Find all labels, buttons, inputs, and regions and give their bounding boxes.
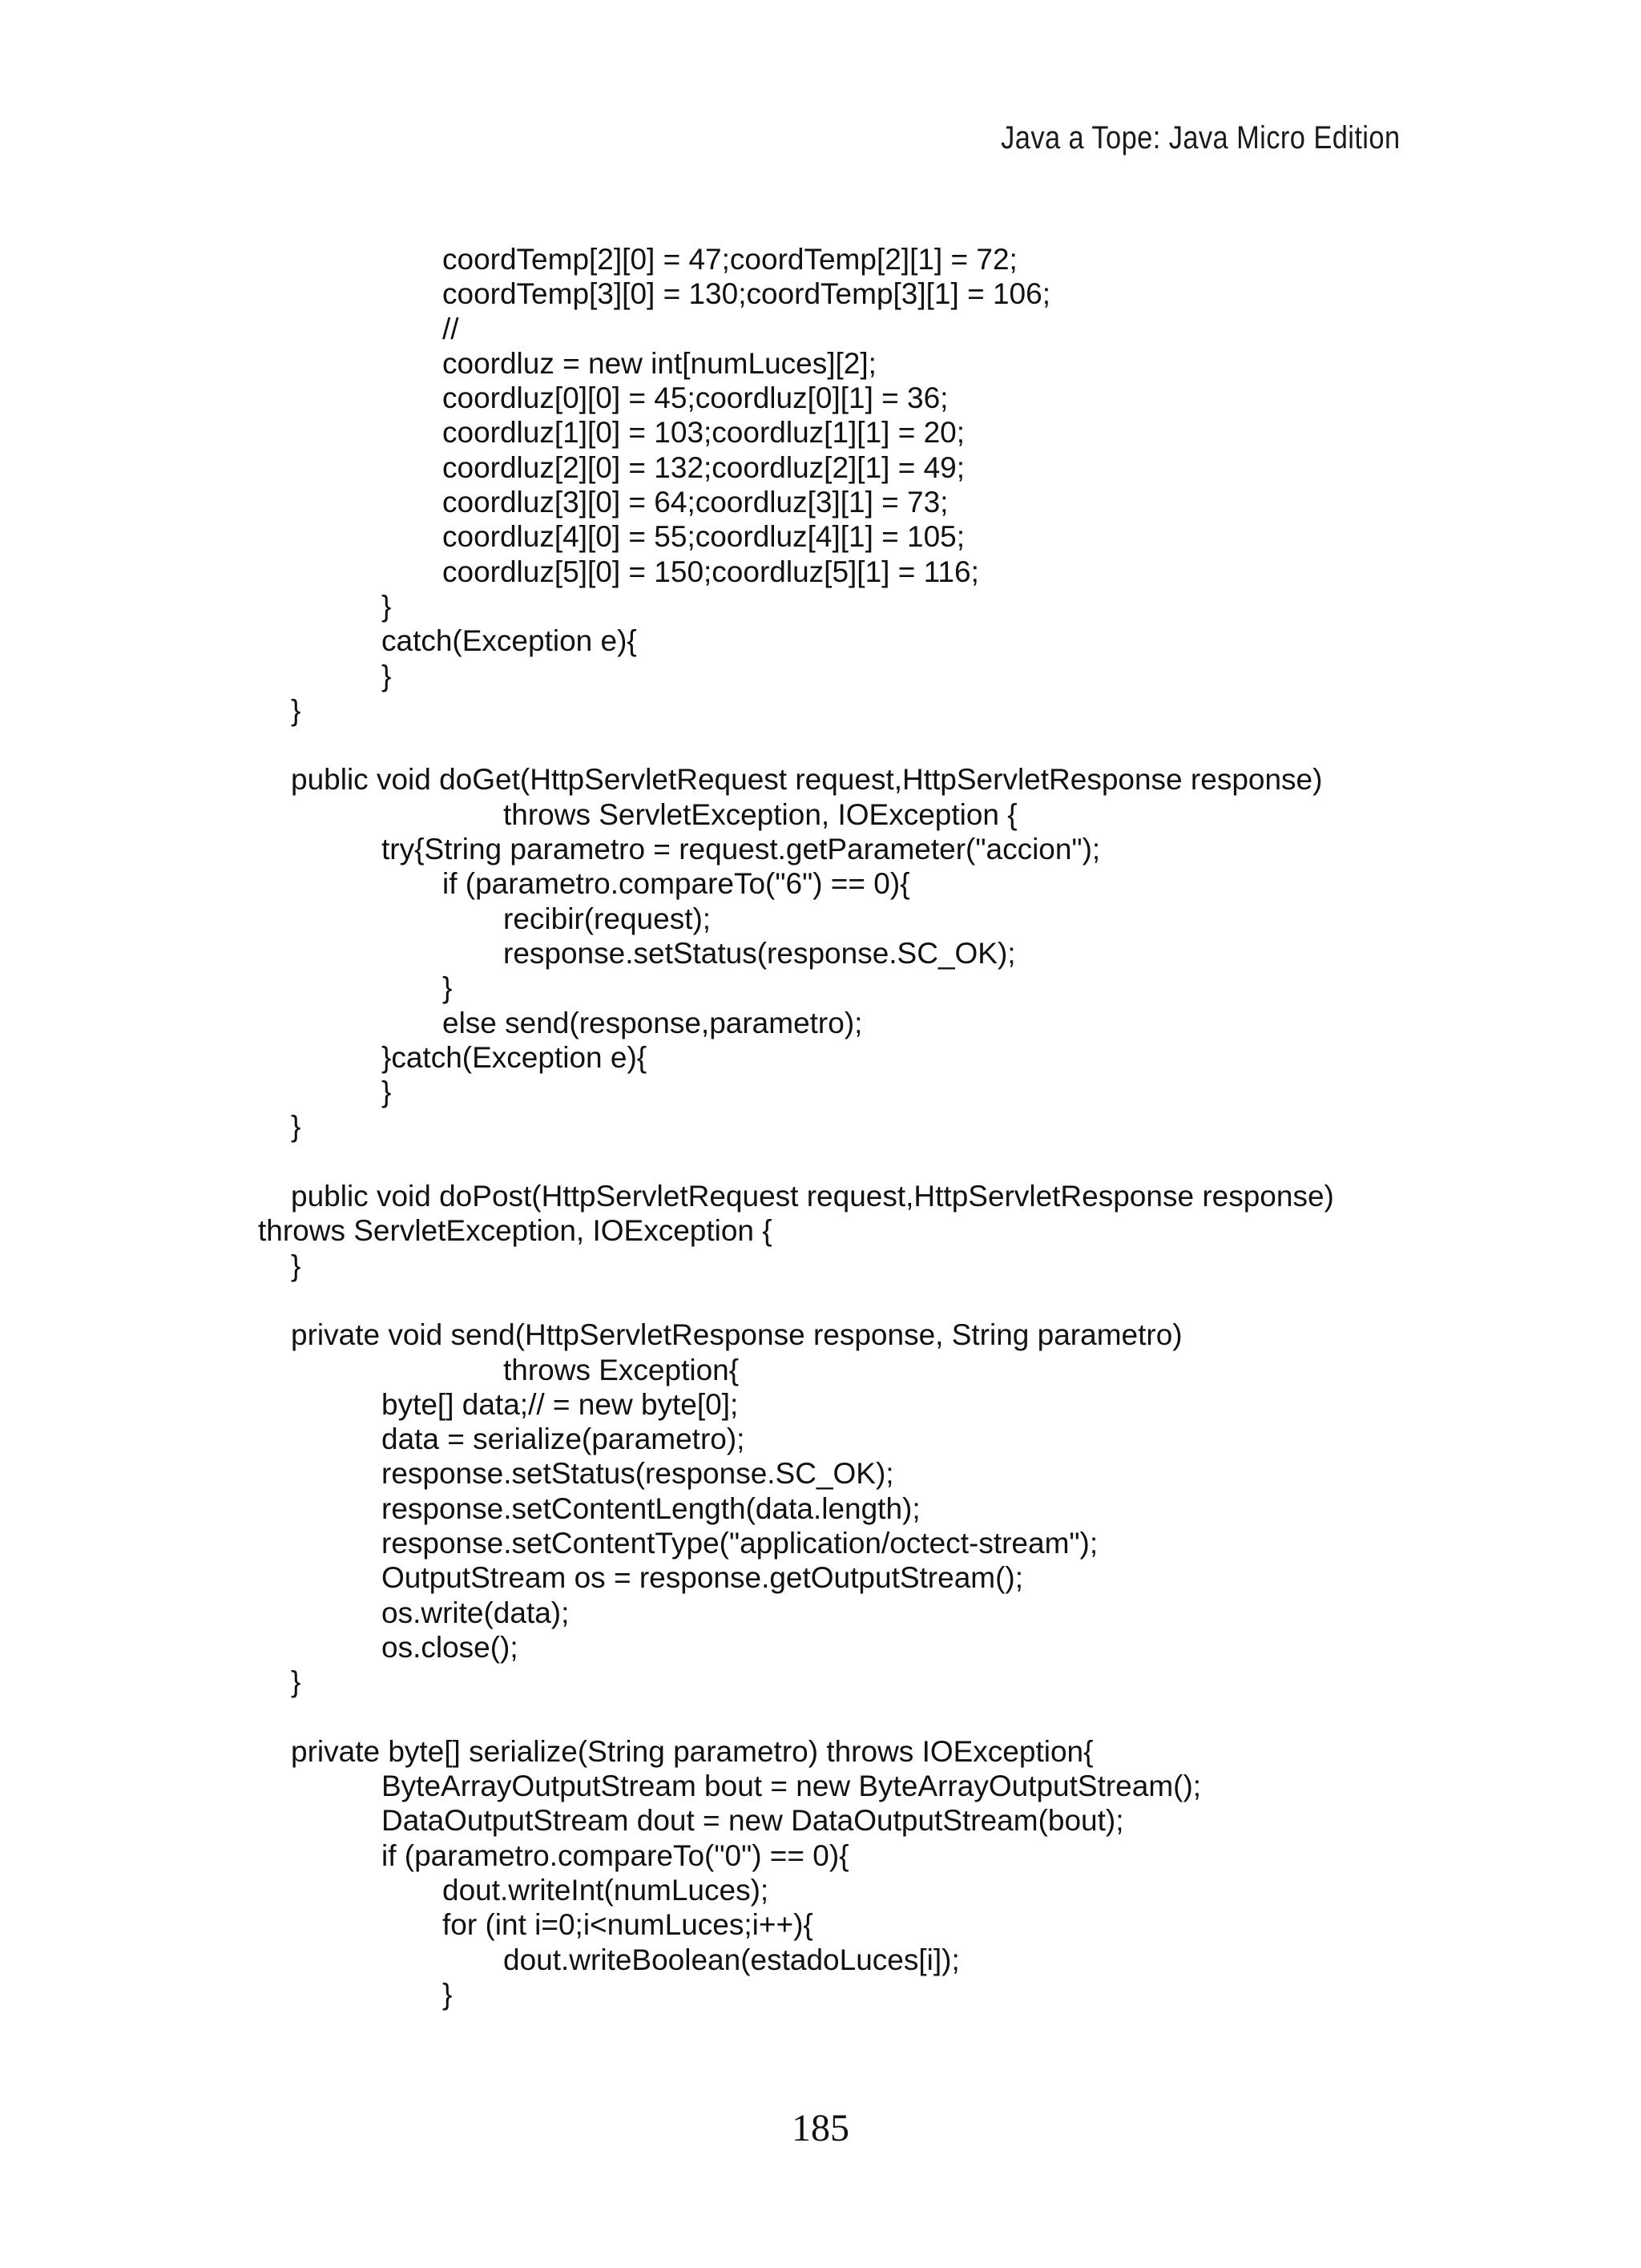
code-line-text: coordluz[2][0] = 132;coordluz[2][1] = 49; bbox=[442, 450, 966, 484]
code-line bbox=[0, 728, 1641, 762]
code-line bbox=[0, 1873, 1641, 1907]
code-line bbox=[0, 659, 1641, 693]
code-line-text: throws ServletException, IOException { bbox=[258, 1214, 772, 1248]
code-line bbox=[0, 1560, 1641, 1595]
code-line bbox=[0, 1109, 1641, 1144]
code-line-text: else send(response,parametro); bbox=[442, 1006, 863, 1039]
code-line bbox=[0, 902, 1641, 936]
code-line-text: if (parametro.compareTo("6") == 0){ bbox=[442, 867, 910, 901]
code-line-text: private void send(HttpServletResponse response, String parametro) bbox=[291, 1318, 1183, 1352]
code-line bbox=[0, 1456, 1641, 1491]
code-line-text: recibir(request); bbox=[503, 902, 712, 935]
code-line bbox=[0, 1318, 1641, 1352]
code-line bbox=[0, 312, 1641, 346]
code-line-text: response.setContentLength(data.length); bbox=[381, 1491, 921, 1525]
code-line bbox=[0, 555, 1641, 589]
code-line bbox=[0, 1179, 1641, 1213]
code-line bbox=[0, 1943, 1641, 1977]
code-line-text: } bbox=[291, 693, 301, 727]
code-line-text: } bbox=[442, 971, 453, 1005]
code-line bbox=[0, 1075, 1641, 1109]
code-line-text: } bbox=[442, 1977, 453, 2011]
code-line-text: throws Exception{ bbox=[503, 1353, 740, 1386]
code-line bbox=[0, 1006, 1641, 1040]
code-line bbox=[0, 1422, 1641, 1456]
code-line bbox=[0, 1596, 1641, 1630]
code-line-text: response.setContentType("application/octect-stream"); bbox=[381, 1526, 1099, 1560]
page-number: 185 bbox=[792, 2107, 849, 2149]
code-line bbox=[0, 1283, 1641, 1318]
code-line bbox=[0, 1734, 1641, 1769]
code-line-text: coordluz[5][0] = 150;coordluz[5][1] = 116; bbox=[442, 555, 979, 588]
code-line-text: }catch(Exception e){ bbox=[381, 1040, 647, 1074]
code-line bbox=[0, 1977, 1641, 2012]
running-header: Java a Tope: Java Micro Edition bbox=[1001, 120, 1401, 155]
code-line-text: ByteArrayOutputStream bout = new ByteArrayOutputStream(); bbox=[381, 1770, 1202, 1803]
code-line bbox=[0, 762, 1641, 797]
code-line-text: try{String parametro = request.getParameter("accion"); bbox=[381, 833, 1101, 866]
code-line-text: public void doGet(HttpServletRequest request,HttpServletResponse response) bbox=[291, 763, 1323, 797]
code-line bbox=[0, 1040, 1641, 1075]
code-line-text: coordluz[1][0] = 103;coordluz[1][1] = 20; bbox=[442, 416, 966, 450]
code-line-text: if (parametro.compareTo("0") == 0){ bbox=[381, 1838, 849, 1872]
code-line-text: } bbox=[291, 1110, 301, 1144]
code-line bbox=[0, 450, 1641, 485]
code-line-text: coordluz[0][0] = 45;coordluz[0][1] = 36; bbox=[442, 381, 949, 415]
code-line bbox=[0, 1144, 1641, 1179]
code-line bbox=[0, 1803, 1641, 1838]
code-line bbox=[0, 1491, 1641, 1526]
code-line bbox=[0, 242, 1641, 276]
code-line bbox=[0, 589, 1641, 623]
code-line bbox=[0, 1838, 1641, 1873]
code-line-text: response.setStatus(response.SC_OK); bbox=[503, 936, 1016, 970]
code-line bbox=[0, 936, 1641, 971]
code-line-text: } bbox=[381, 1075, 392, 1109]
code-line bbox=[0, 1665, 1641, 1699]
code-line bbox=[0, 693, 1641, 728]
code-line-text: } bbox=[381, 659, 392, 692]
code-line bbox=[0, 1630, 1641, 1665]
code-line bbox=[0, 485, 1641, 519]
code-line bbox=[0, 797, 1641, 832]
code-line bbox=[0, 415, 1641, 450]
code-line-text: os.write(data); bbox=[381, 1596, 570, 1629]
code-line-text: } bbox=[291, 1665, 301, 1699]
code-line-text: catch(Exception e){ bbox=[381, 624, 637, 658]
code-line-text: data = serialize(parametro); bbox=[381, 1423, 745, 1456]
code-line-text: } bbox=[291, 1249, 301, 1282]
code-line-text: os.close(); bbox=[381, 1630, 518, 1664]
code-line-text: dout.writeInt(numLuces); bbox=[442, 1873, 769, 1907]
code-line bbox=[0, 1699, 1641, 1733]
code-line-text: byte[] data;// = new byte[0]; bbox=[381, 1387, 739, 1421]
code-listing bbox=[0, 242, 1641, 2012]
code-line bbox=[0, 1769, 1641, 1803]
code-line bbox=[0, 276, 1641, 311]
code-line bbox=[0, 1387, 1641, 1422]
code-line bbox=[0, 1907, 1641, 1942]
code-line-text: // bbox=[442, 312, 459, 345]
code-line-text: response.setStatus(response.SC_OK); bbox=[381, 1457, 894, 1491]
code-line bbox=[0, 1526, 1641, 1560]
code-line-text: coordluz[3][0] = 64;coordluz[3][1] = 73; bbox=[442, 486, 949, 519]
code-line-text: for (int i=0;i<numLuces;i++){ bbox=[442, 1908, 813, 1942]
code-line bbox=[0, 832, 1641, 866]
code-line bbox=[0, 1213, 1641, 1248]
code-line bbox=[0, 1353, 1641, 1387]
code-line bbox=[0, 866, 1641, 901]
code-line-text: coordTemp[3][0] = 130;coordTemp[3][1] = 106; bbox=[442, 277, 1050, 311]
code-line-text: coordTemp[2][0] = 47;coordTemp[2][1] = 72; bbox=[442, 243, 1018, 276]
code-line-text: DataOutputStream dout = new DataOutputStream(bout); bbox=[381, 1804, 1124, 1838]
code-line-text: OutputStream os = response.getOutputStream(); bbox=[381, 1561, 1024, 1595]
code-line-text: coordluz[4][0] = 55;coordluz[4][1] = 105; bbox=[442, 520, 966, 554]
code-line-text: private byte[] serialize(String parametro) throws IOException{ bbox=[291, 1734, 1094, 1768]
code-line-text: } bbox=[381, 589, 392, 623]
code-line-text: dout.writeBoolean(estadoLuces[i]); bbox=[503, 1943, 960, 1976]
code-line bbox=[0, 346, 1641, 381]
code-line-text: throws ServletException, IOException { bbox=[503, 797, 1018, 831]
code-line-text: coordluz = new int[numLuces][2]; bbox=[442, 346, 877, 380]
code-line bbox=[0, 381, 1641, 415]
code-line bbox=[0, 1249, 1641, 1283]
code-line bbox=[0, 519, 1641, 554]
code-line bbox=[0, 971, 1641, 1005]
code-line bbox=[0, 623, 1641, 658]
code-line-text: public void doPost(HttpServletRequest request,HttpServletResponse response) bbox=[291, 1180, 1334, 1213]
